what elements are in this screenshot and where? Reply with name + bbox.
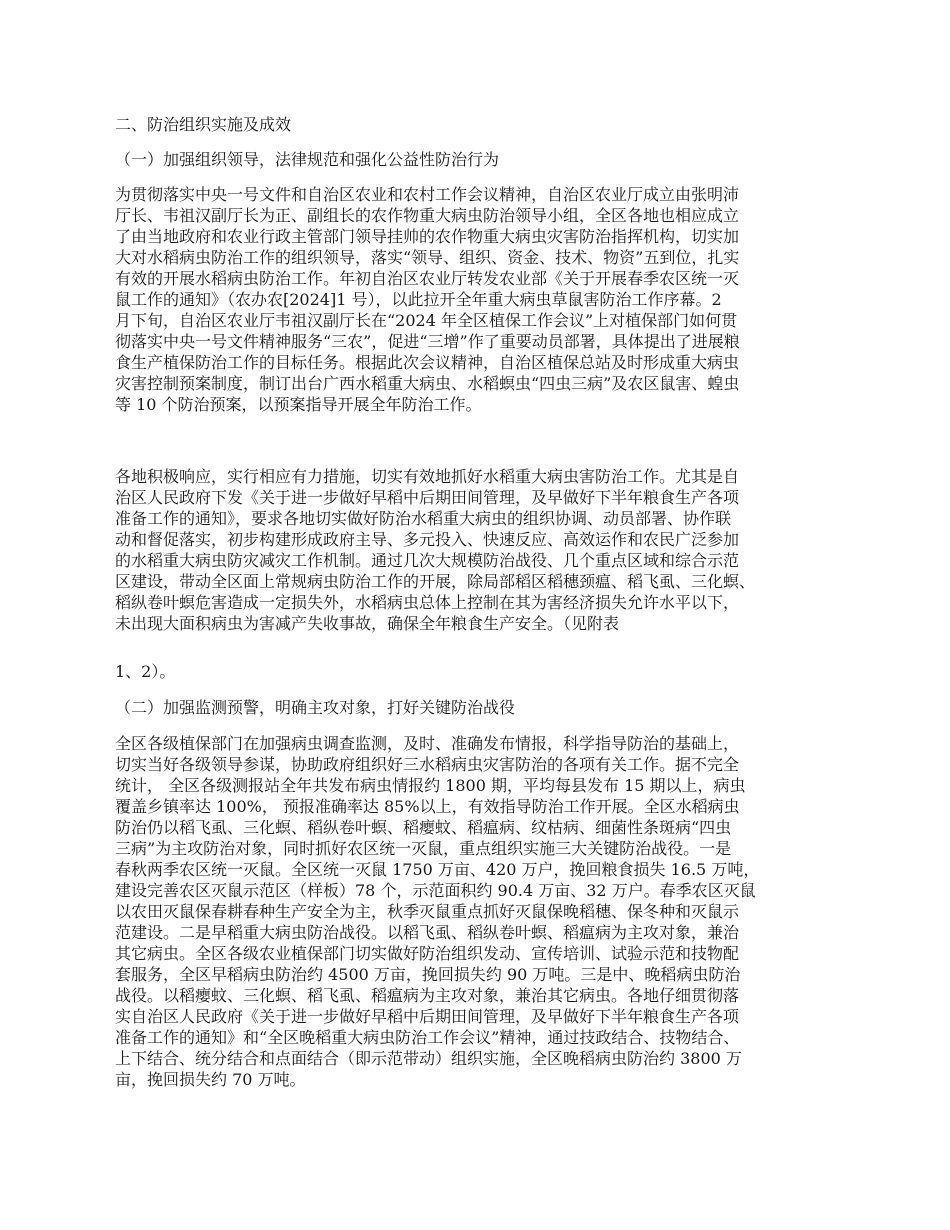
paragraph-line: 灾害控制预案制度，制订出台广西水稻重大病虫、水稻螟虫“四虫三病”及农区鼠害、蝗虫 xyxy=(115,374,740,393)
section-heading: 二、防治组织实施及成效 xyxy=(115,115,292,134)
paragraph-line: 切实当好各级领导参谋，协助政府组织好三水稻病虫灾害防治的各项有关工作。据不完全 xyxy=(115,755,740,774)
paragraph-line: 三病”为主攻防治对象，同时抓好农区统一灭鼠，重点组织实施三大关键防治战役。一是 xyxy=(115,839,732,858)
paragraph-line: 未出现大面积病虫为害减产失收事故，确保全年粮食生产安全。（见附表 xyxy=(115,614,620,633)
paragraph-line: 战役。以稻瘿蚊、三化螟、稻飞虱、稻瘟病为主攻对象，兼治其它病虫。各地仔细贯彻落 xyxy=(115,986,740,1005)
paragraph-line: 月下旬，自治区农业厅韦祖汉副厅长在“2024 年全区植保工作会议”上对植保部门如何贯 xyxy=(115,311,738,330)
paragraph-line: 其它病虫。全区各级农业植保部门切实做好防治组织发动、宣传培训、试验示范和技物配 xyxy=(115,944,740,963)
paragraph-line: 上下结合、统分结合和点面结合（即示范带动）组织实施，全区晚稻病虫防治约 3800 万 xyxy=(115,1049,742,1068)
paragraph-line: 的水稻重大病虫防灾减灾工作机制。通过几次大规模防治战役、几个重点区域和综合示范 xyxy=(115,551,740,570)
paragraph-line: 鼠工作的通知》（农办农[2024]1 号），以此拉开全年重大病虫草鼠害防治工作序幕。2 xyxy=(115,290,722,309)
paragraph-line: 以农田灭鼠保春耕春种生产安全为主，秋季灭鼠重点抓好灭鼠保晚稻穗、保冬种和灭鼠示 xyxy=(115,902,740,921)
paragraph-line: 彻落实中央一号文件精神服务“三农”，促进“三增”作了重要动员部署，具体提出了进展粮 xyxy=(115,332,740,351)
paragraph-line: 等 10 个防治预案，以预案指导开展全年防治工作。 xyxy=(115,395,482,414)
paragraph-line: 各地积极响应，实行相应有力措施，切实有效地抓好水稻重大病虫害防治工作。尤其是自 xyxy=(115,467,740,486)
paragraph-line: 范建设。二是早稻重大病虫防治战役。以稻飞虱、稻纵卷叶螟、稻瘟病为主攻对象，兼治 xyxy=(115,923,740,942)
paragraph-line: 区建设，带动全区面上常规病虫防治工作的开展，除局部稻区稻穗颈瘟、稻飞虱、三化螟、 xyxy=(115,572,756,591)
paragraph-line: 食生产植保防治工作的目标任务。根据此次会议精神，自治区植保总站及时形成重大病虫 xyxy=(115,353,740,372)
paragraph-line: 实自治区人民政府《关于进一步做好早稻中后期田间管理，及早做好下半年粮食生产各项 xyxy=(115,1007,740,1026)
paragraph-line: 覆盖乡镇率达 100%， 预报准确率达 85%以上，有效指导防治工作开展。全区水稻病虫 xyxy=(115,797,740,816)
paragraph-line: 了由当地政府和农业行政主管部门领导挂帅的农作物重大病虫灾害防治指挥机构，切实加 xyxy=(115,227,740,246)
paragraph-line: 大对水稻病虫防治工作的组织领导，落实“领导、组织、资金、技术、物资”五到位，扎实 xyxy=(115,248,740,267)
paragraph-line: 动和督促落实，初步构建形成政府主导、多元投入、快速反应、高效运作和农民广泛参加 xyxy=(115,530,740,549)
paragraph-line: 稻纵卷叶螟危害造成一定损失外，水稻病虫总体上控制在其为害经济损失允许水平以下， xyxy=(115,593,740,612)
paragraph-line: 1、2）。 xyxy=(115,662,176,681)
paragraph-line: 套服务，全区早稻病虫防治约 4500 万亩，挽回损失约 90 万吨。三是中、晚稻病虫防治 xyxy=(115,965,741,984)
paragraph-line: 全区各级植保部门在加强病虫调查监测，及时、准确发布情报，科学指导防治的基础上， xyxy=(115,734,740,753)
paragraph-line: 准备工作的通知》，要求各地切实做好防治水稻重大病虫的组织协调、动员部署、协作联 xyxy=(115,509,732,528)
paragraph-line: 为贯彻落实中央一号文件和自治区农业和农村工作会议精神，自治区农业厅成立由张明沛 xyxy=(115,185,740,204)
subsection-heading-1: （一）加强组织领导，法律规范和强化公益性防治行为 xyxy=(115,150,500,169)
paragraph-line: 亩，挽回损失约 70 万吨。 xyxy=(115,1070,306,1089)
paragraph-line: 厅长、韦祖汉副厅长为正、副组长的农作物重大病虫防治领导小组，全区各地也相应成立 xyxy=(115,206,740,225)
paragraph-line: 准备工作的通知》和“全区晚稻重大病虫防治工作会议”精神，通过技政结合、技物结合、 xyxy=(115,1028,740,1047)
subsection-heading-2: （二）加强监测预警，明确主攻对象，打好关键防治战役 xyxy=(115,698,516,717)
paragraph-line: 建设完善农区灭鼠示范区（样板）78 个，示范面积约 90.4 万亩、32 万户。春季农区灭鼠 xyxy=(115,881,756,900)
paragraph-line: 治区人民政府下发《关于进一步做好早稻中后期田间管理，及早做好下半年粮食生产各项 xyxy=(115,488,740,507)
paragraph-line: 统计， 全区各级测报站全年共发布病虫情报约 1800 期，平均每县发布 15 期以上，病虫 xyxy=(115,776,746,795)
paragraph-line: 春秋两季农区统一灭鼠。全区统一灭鼠 1750 万亩、420 万户，挽回粮食损失 16.5 万吨， xyxy=(115,860,760,879)
paragraph-line: 防治仍以稻飞虱、三化螟、稻纵卷叶螟、稻瘿蚊、稻瘟病、纹枯病、细菌性条斑病“四虫 xyxy=(115,818,732,837)
paragraph-line: 有效的开展水稻病虫防治工作。年初自治区农业厅转发农业部《关于开展春季农区统一灭 xyxy=(115,269,740,288)
